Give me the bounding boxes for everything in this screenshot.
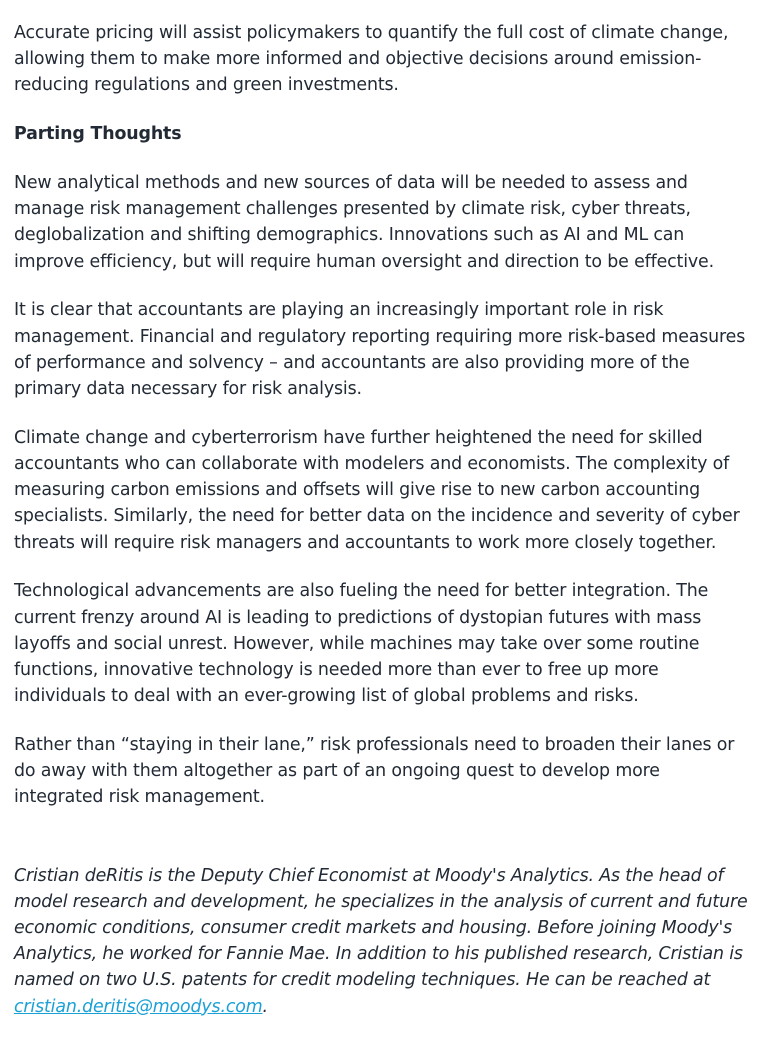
author-email-link[interactable]: cristian.deritis@moodys.com	[14, 996, 263, 1017]
paragraph-accountants-role: It is clear that accountants are playing an increasingly important role in risk management. Financial and regulatory reporting requiring more risk-based measures of performance and solvency – and accountants are also providing more of the primary data necessary for risk analysis.	[14, 300, 746, 400]
author-bio	[14, 863, 750, 1020]
paragraph-climate-cyber: Climate change and cyberterrorism have further heightened the need for skilled accountants who can collaborate with modelers and economists. The complexity of measuring carbon emissions and offsets will give rise to new carbon accounting specialists. Similarly, the need for better data on the incidence and severity of cyber threats will require risk managers and accountants to work more closely together.	[14, 427, 740, 553]
article-body	[14, 20, 750, 1042]
paragraph-conclusion: Rather than “staying in their lane,” risk professionals need to broaden their lanes or do away with them altogether as part of an ongoing quest to develop more integrated risk management.	[14, 735, 735, 808]
author-bio-text: Cristian deRitis is the Deputy Chief Economist at Moody's Analytics. As the head of model research and development, he specializes in the analysis of current and future economic conditions, consumer credit markets and housing. Before joining Moody's Analytics, he worked for Fannie Mae. In addition to his published research, Cristian is named on two U.S. patents for credit modeling techniques. He can be reached at	[14, 865, 748, 991]
paragraph-new-methods: New analytical methods and new sources of data will be needed to assess and manage risk management challenges presented by climate risk, cyber threats, deglobalization and shifting demographics. Innovations such as AI and ML can improve efficiency, but will require human oversight and direction to be effective.	[14, 173, 714, 272]
paragraph-technology: Technological advancements are also fueling the need for better integration. The current frenzy around AI is leading to predictions of dystopian futures with mass layoffs and social unrest. However, while machines may take over some routine functions, innovative technology is needed more than ever to free up more individuals to deal with an ever-growing list of global problems and risks.	[14, 581, 709, 707]
section-heading: Parting Thoughts	[14, 124, 182, 145]
author-bio-trailing: .	[262, 996, 268, 1017]
intro-paragraph: Accurate pricing will assist policymakers to quantify the full cost of climate change, allowing them to make more informed and objective decisions around emission-reducing regulations and green investments.	[14, 23, 729, 96]
